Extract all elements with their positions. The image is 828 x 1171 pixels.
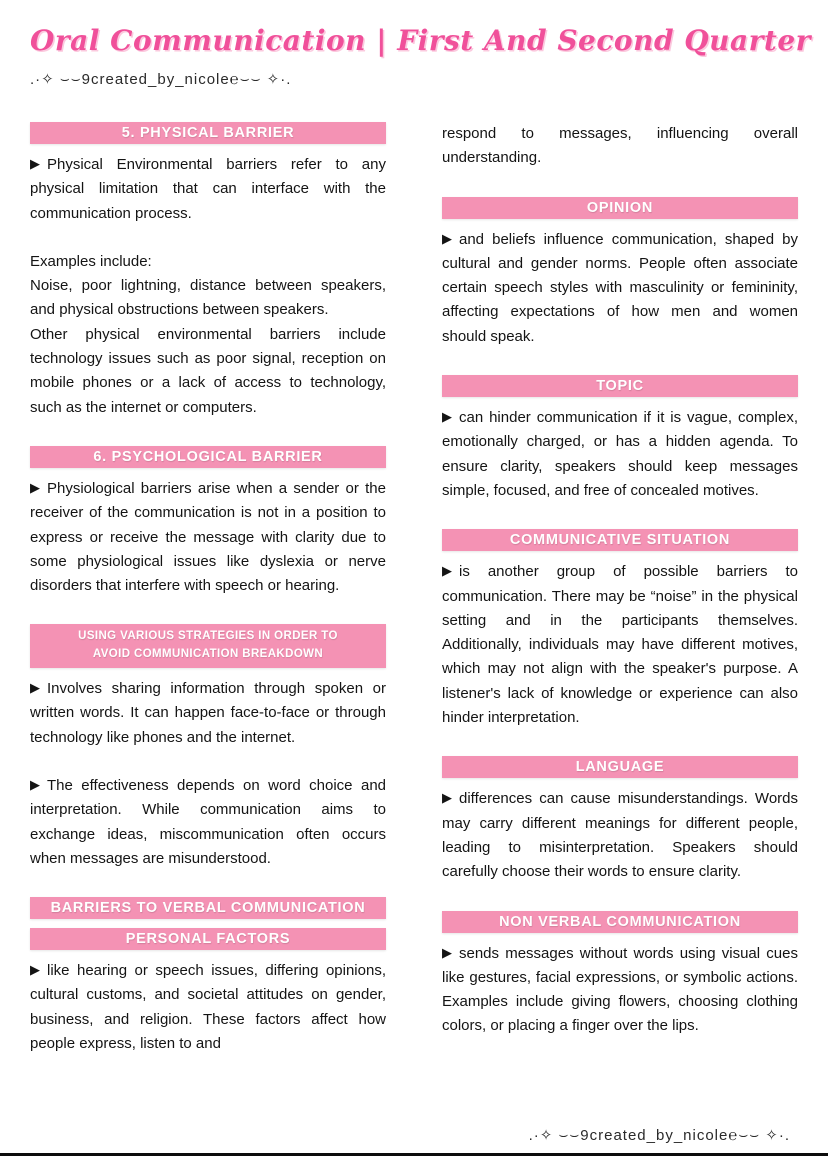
section-header: [442, 197, 798, 219]
section-header: [442, 911, 798, 933]
arrow-bullet-icon: ▶: [30, 156, 40, 171]
paragraph-line: ▶ and beliefs influence communication, shaped by cultural and gender norms. People often associate certain speech styles with masculinity or femininity, affecting expectations of how men and women should speak.: [442, 228, 798, 349]
arrow-bullet-icon: ▶: [442, 563, 452, 579]
arrow-bullet-icon: ▶: [442, 944, 452, 960]
paragraph: [30, 250, 386, 420]
paragraph-line: ▶ The effectiveness depends on word choice and interpretation. While communication aims to exchange ideas, miscommunication often occurs when messages are misunderstood.: [30, 774, 386, 871]
credit-line-bottom: .·✧ ⌣⌣9created_by_nicole℮⌣⌣ ✧·.: [528, 1127, 790, 1144]
paragraph: [442, 787, 798, 884]
arrow-bullet-icon: ▶: [30, 680, 40, 696]
paragraph-line: Other physical environmental barriers include technology issues such as poor signal, reception on mobile phones or a lack of access to technology, such as the internet or computers.: [30, 325, 386, 416]
arrow-bullet-icon: ▶: [442, 230, 452, 246]
section-header: [30, 446, 386, 468]
paragraph: [30, 774, 386, 871]
paragraph-line: ▶ can hinder communication if it is vague, complex, emotionally charged, or has a hidden agenda. To ensure clarity, speakers should keep messages simple, focused, and free of concealed motives.: [442, 406, 798, 503]
paragraph: [442, 560, 798, 730]
content-column-right: [442, 122, 798, 1039]
paragraph-line: Noise, poor lightning, distance between speakers, and physical obstructions between speakers.: [30, 277, 386, 319]
section-header-line: OPINION: [586, 199, 654, 216]
paragraph-line: ▶ is another group of possible barriers to communication. There may be “noise” in the physical setting and in the participants themselves. Additionally, individuals may have different motives, which may not align with the speaker's purpose. A listener's lack of knowledge or experience can also hinder interpretation.: [442, 560, 798, 730]
paragraph: [442, 406, 798, 503]
paragraph: [30, 153, 386, 226]
section-header-line: NON VERBAL COMMUNICATION: [499, 913, 741, 930]
section-header-line: USING VARIOUS STRATEGIES IN ORDER TO: [78, 630, 338, 643]
arrow-bullet-icon: ▶: [30, 479, 40, 495]
credit-line-top: .·✧ ⌣⌣9created_by_nicole℮⌣⌣ ✧·.: [30, 71, 292, 88]
paragraph: [442, 942, 798, 1039]
content-column-left: [30, 122, 386, 1056]
paragraph-line: respond to messages, influencing overall understanding.: [442, 125, 798, 167]
paragraph-line: ▶ Physiological barriers arise when a sender or the receiver of the communication is not in a position to express or receive the message with clarity due to some physiological issues like dyslexia or nerve disorders that interfere with speech or hearing.: [30, 477, 386, 598]
paragraph-line: Examples include:: [30, 252, 152, 270]
page-title: Oral Communication | First And Second Quarter: [30, 24, 811, 57]
section-header: [30, 624, 386, 668]
arrow-bullet-icon: ▶: [442, 790, 452, 806]
paragraph: [442, 122, 798, 171]
arrow-bullet-icon: ▶: [30, 962, 40, 978]
paragraph-line: ▶ Physical Environmental barriers refer to any physical limitation that can interface with the communication process.: [30, 153, 386, 226]
section-header-line: AVOID COMMUNICATION BREAKDOWN: [92, 648, 324, 661]
bottom-rule: [0, 1153, 828, 1156]
content-columns: [0, 122, 828, 1056]
section-header-line: BARRIERS TO VERBAL COMMUNICATION: [50, 900, 366, 917]
paragraph: [442, 228, 798, 349]
paragraph: [30, 677, 386, 750]
paragraph-line: ▶ Involves sharing information through spoken or written words. It can happen face-to-face or through technology like phones and the internet.: [30, 677, 386, 750]
section-header-line: COMMUNICATIVE SITUATION: [509, 532, 731, 549]
section-header: [442, 375, 798, 397]
section-header-line: LANGUAGE: [575, 759, 665, 776]
arrow-bullet-icon: ▶: [442, 409, 452, 425]
page-header: [0, 0, 828, 88]
arrow-bullet-icon: ▶: [30, 776, 40, 792]
section-header: [30, 122, 386, 144]
page-footer: [0, 1126, 828, 1171]
section-header: [442, 756, 798, 778]
paragraph: [30, 959, 386, 1056]
paragraph-line: ▶ like hearing or speech issues, differing opinions, cultural customs, and societal attitudes on gender, business, and religion. These factors affect how people express, listen to and: [30, 959, 386, 1056]
section-header-line: 5. PHYSICAL BARRIER: [121, 125, 295, 141]
section-header-line: PERSONAL FACTORS: [125, 931, 291, 948]
paragraph-line: ▶ differences can cause misunderstandings. Words may carry different meanings for different people, leading to misinterpretation. Speakers should carefully choose their words to ensure clarity.: [442, 787, 798, 884]
section-header-line: 6. PSYCHOLOGICAL BARRIER: [93, 448, 323, 465]
section-header-line: TOPIC: [596, 378, 644, 395]
section-header: [30, 897, 386, 919]
paragraph: [30, 477, 386, 598]
section-header: [442, 529, 798, 551]
paragraph-line: ▶ sends messages without words using visual cues like gestures, facial expressions, or symbolic actions. Examples include giving flowers, choosing clothing colors, or placing a finger over the lips.: [442, 942, 798, 1039]
section-header: [30, 928, 386, 950]
